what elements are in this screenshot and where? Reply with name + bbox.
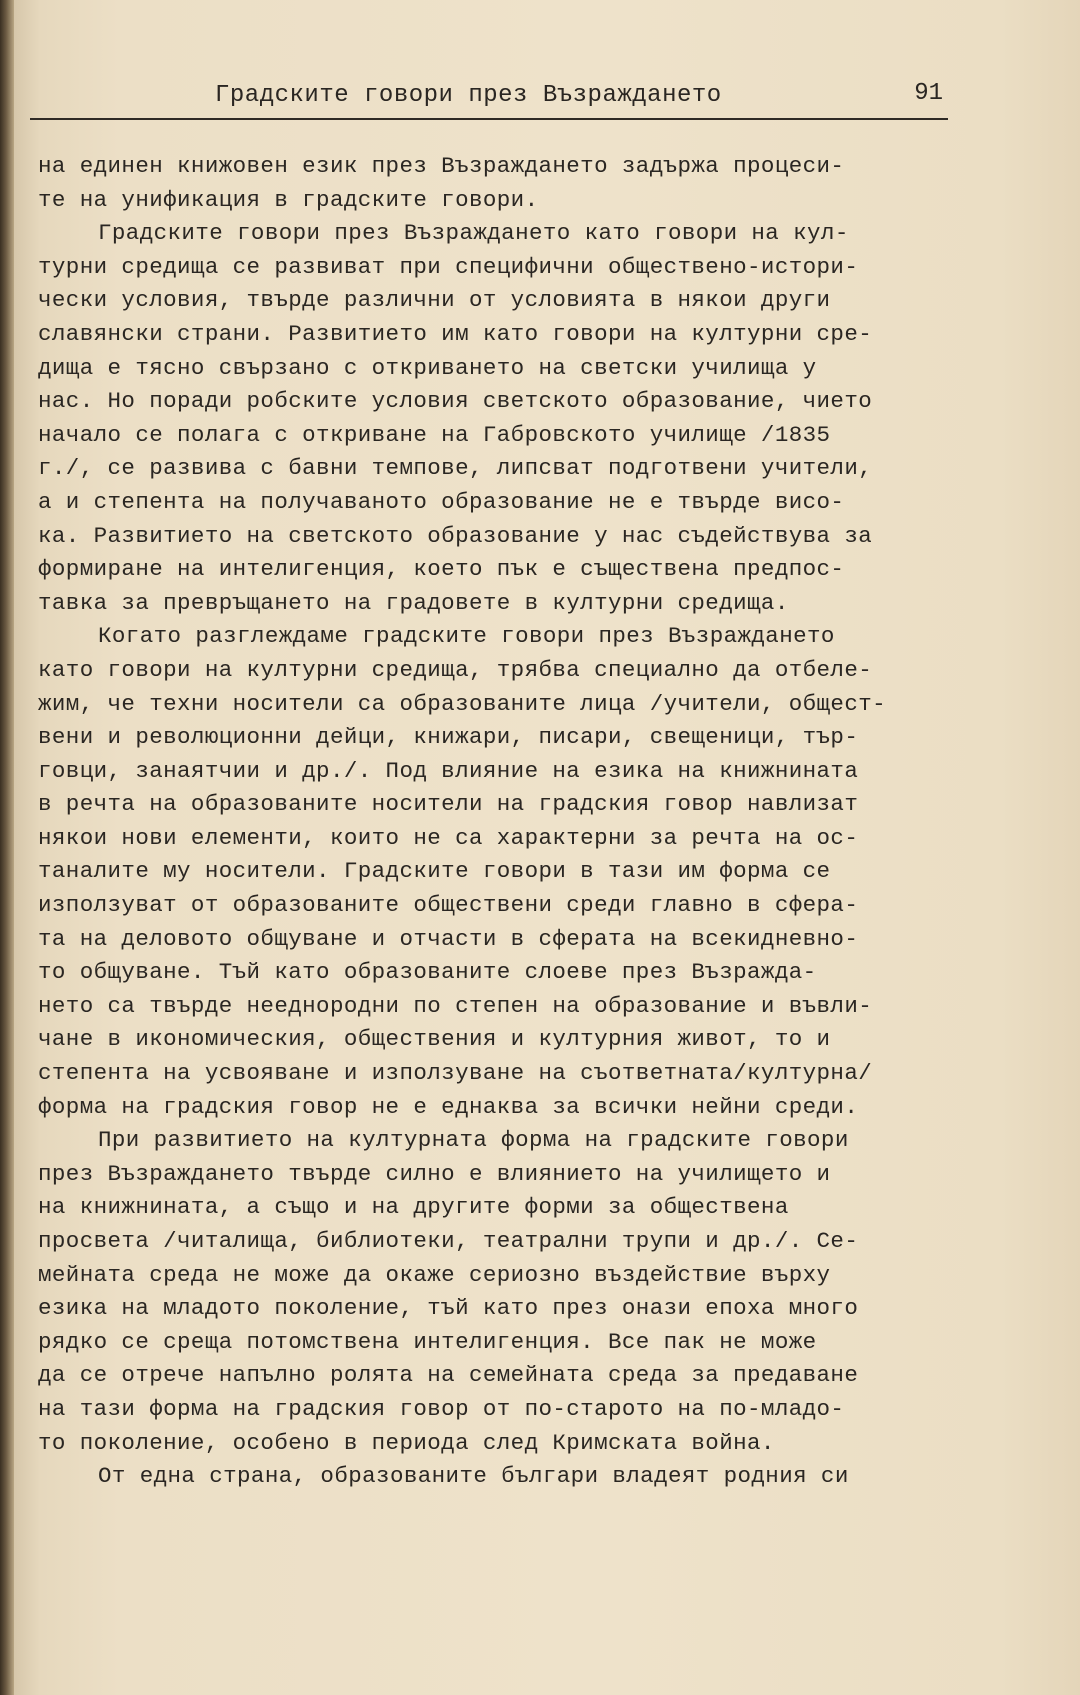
text-line: рядко се среща потомствена интелигенция. Все пак не може xyxy=(38,1328,817,1355)
text-line: При развитието на културната форма на градските говори xyxy=(98,1127,849,1154)
text-line: степента на усвояване и използуване на съответната/културна/ xyxy=(38,1060,873,1087)
text-line: ка. Развитието на светското образование у нас съдействува за xyxy=(38,522,873,549)
text-line: на книжнината, а също и на другите форми за обществена xyxy=(38,1194,789,1221)
text-line: форма на градския говор не е еднаква за всички нейни среди. xyxy=(38,1093,859,1120)
text-line: жим, че техни носители са образованите лица /учители, общест- xyxy=(38,690,887,717)
text-line: дища е тясно свързано с откриването на светски училища у xyxy=(38,354,817,381)
text-line: да се отрече напълно ролята на семейната среда за предаване xyxy=(38,1362,859,1389)
text-line: мейната среда не може да окаже сериозно въздействие върху xyxy=(38,1261,831,1288)
text-line: Когато разглеждаме градските говори през Възраждането xyxy=(98,623,835,650)
text-line: в речта на образованите носители на градския говор навлизат xyxy=(38,791,859,818)
running-header xyxy=(30,80,948,120)
text-line: като говори на културни средища, трябва специално да отбеле- xyxy=(38,656,873,683)
text-line: то общуване. Тъй като образованите слоеве през Възражда- xyxy=(38,959,817,986)
text-line: чане в икономическия, обществения и културния живот, то и xyxy=(38,1026,831,1053)
text-line: тавка за превръщането на градовете в културни средища. xyxy=(38,589,789,616)
text-line: езика на младото поколение, тъй като през онази епоха много xyxy=(38,1295,859,1322)
text-line: турни средища се развиват при специфични обществено-истори- xyxy=(38,253,859,280)
page-number: 91 xyxy=(914,80,943,107)
text-line: Градските говори през Възраждането като говори на кул- xyxy=(98,220,849,247)
text-line: просвета /читалища, библиотеки, театрални трупи и др./. Се- xyxy=(38,1228,859,1254)
text-line: през Възраждането твърде силно е влиянието на училището и xyxy=(38,1160,831,1187)
text-line: нето са твърде нееднородни по степен на образование и въвли- xyxy=(38,992,873,1019)
text-line: г./, се развива с бавни темпове, липсват подготвени учители, xyxy=(38,455,873,482)
book-spine-shadow xyxy=(0,0,14,1695)
text-line: нас. Но поради робските условия светското образование, чието xyxy=(38,388,873,415)
text-line: формиране на интелигенция, което пък е съществена предпос- xyxy=(38,556,845,583)
text-line: начало се полага с откриване на Габровското училище /1835 xyxy=(38,421,831,448)
text-line: вени и революционни дейци, книжари, писари, свещеници, тър- xyxy=(38,724,859,751)
text-line: на единен книжовен език през Възраждането задържа процеси- xyxy=(38,153,845,179)
text-line: то поколение, особено в периода след Кримската война. xyxy=(38,1429,775,1456)
header-title: Градските говори през Възраждането xyxy=(215,82,722,109)
text-line: говци, занаятчии и др./. Под влияние на езика на книжнината xyxy=(38,757,859,784)
text-line: От една страна, образованите българи владеят родния си xyxy=(98,1463,849,1490)
text-line: чески условия, твърде различни от условията в някои други xyxy=(38,287,831,314)
text-line: таналите му носители. Градските говори в тази им форма се xyxy=(38,858,831,885)
body-text xyxy=(38,150,978,1494)
text-line: използуват от образованите обществени среди главно в сфера- xyxy=(38,892,859,919)
text-line: на тази форма на градския говор от по-старото на по-младо- xyxy=(38,1395,845,1422)
text-line: та на деловото общуване и отчасти в сферата на всекидневно- xyxy=(38,925,859,952)
text-line: някои нови елементи, които не са характерни за речта на ос- xyxy=(38,824,859,851)
text-line: а и степента на получаваното образование не е твърде висо- xyxy=(38,488,845,515)
text-line: славянски страни. Развитието им като говори на културни сре- xyxy=(38,320,873,347)
text-line: те на унификация в градските говори. xyxy=(38,186,539,213)
